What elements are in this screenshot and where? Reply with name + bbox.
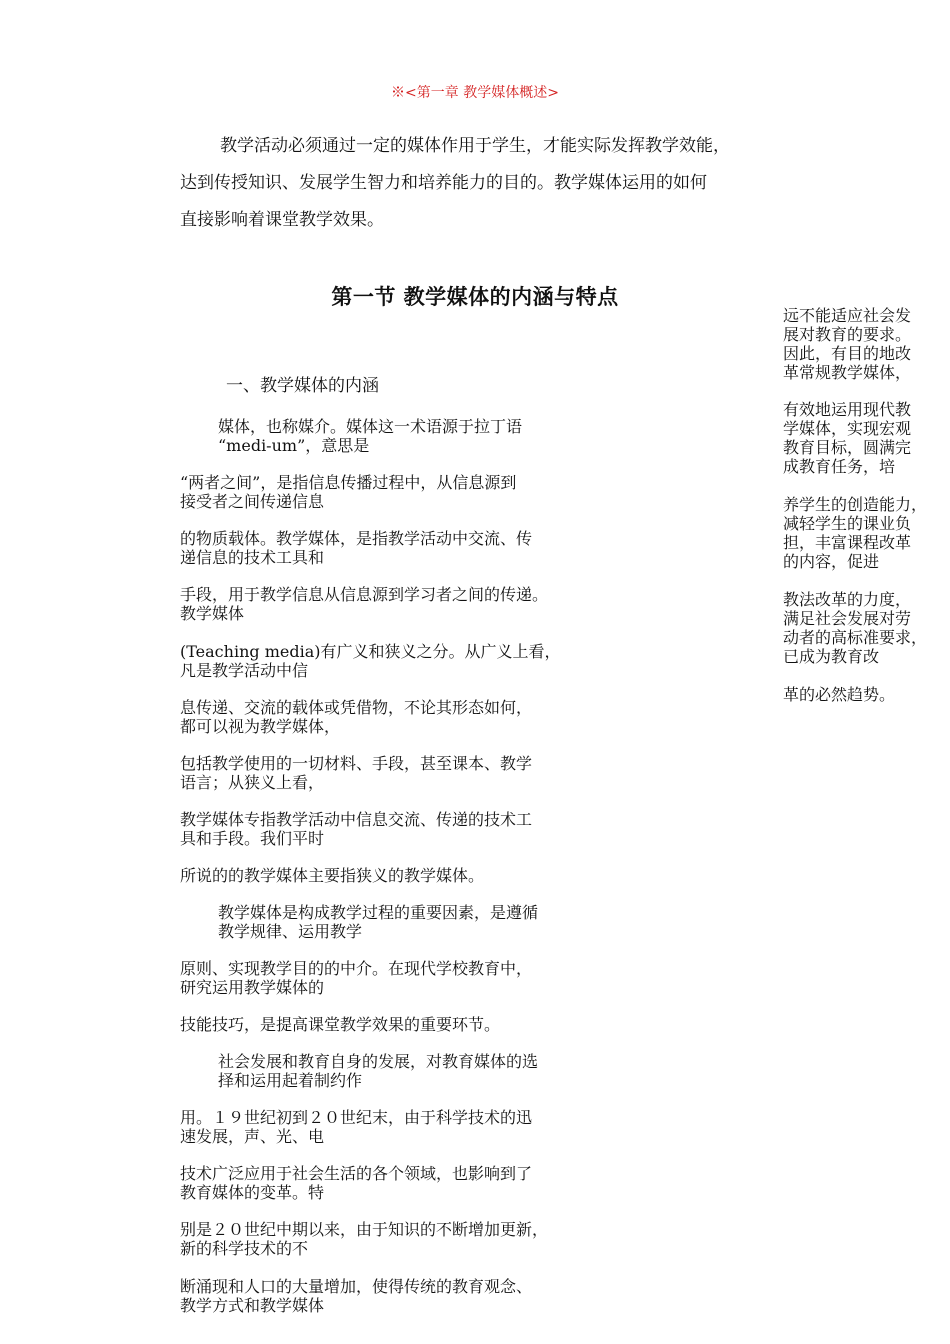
paragraph-line: 媒体，也称媒介。媒体这一术语源于拉丁语 [218, 417, 523, 436]
side-line: 满足社会发展对劳 [783, 609, 912, 628]
main-paragraph [180, 754, 620, 792]
side-paragraph [783, 400, 948, 476]
paragraph-line: 技能技巧，是提高课堂教学效果的重要环节。 [180, 1015, 501, 1034]
intro-paragraph [180, 128, 790, 239]
paragraph-line: 教学方式和教学媒体 [180, 1296, 325, 1315]
paragraph-line: 教学媒体专指教学活动中信息交流、传递的技术工 [180, 810, 533, 829]
side-line: 成教育任务，培 [783, 457, 896, 476]
side-line: 教育目标，圆满完 [783, 438, 912, 457]
side-line: 担，丰富课程改革 [783, 533, 912, 552]
paragraph-line: 的物质载体。教学媒体，是指教学活动中交流、传 [180, 529, 533, 548]
paragraph-line: 教学规律、运用教学 [218, 922, 363, 941]
side-line: 有效地运用现代教 [783, 400, 912, 419]
paragraph-line: 断涌现和人口的大量增加，使得传统的教育观念、 [180, 1277, 533, 1296]
paragraph-line: 原则、实现教学目的的中介。在现代学校教育中， [180, 959, 533, 978]
side-line: 因此，有目的地改 [783, 344, 912, 363]
main-paragraph [180, 698, 620, 736]
paragraph-line: 手段，用于教学信息从信息源到学习者之间的传递。 [180, 585, 549, 604]
side-paragraph [783, 306, 948, 382]
side-line: 的内容，促进 [783, 552, 880, 571]
chapter-header: ※<第一章 教学媒体概述> [391, 85, 559, 101]
section-title: 第一节 教学媒体的内涵与特点 [331, 285, 619, 309]
paragraph-line: 用。１９世纪初到２０世纪末，由于科学技术的迅 [180, 1108, 533, 1127]
side-paragraph [783, 495, 948, 571]
paragraph-line: 凡是教学活动中信 [180, 661, 309, 680]
side-line: 革的必然趋势。 [783, 685, 896, 704]
paragraph-line: 递信息的技术工具和 [180, 548, 325, 567]
side-line: 革常规教学媒体， [783, 363, 912, 382]
main-paragraph [180, 866, 620, 885]
main-paragraph [180, 959, 620, 997]
main-paragraph [180, 473, 620, 511]
side-line: 减轻学生的课业负 [783, 514, 912, 533]
paragraph-line: 包括教学使用的一切材料、手段，甚至课本、教学 [180, 754, 533, 773]
main-paragraph [180, 903, 620, 941]
intro-line: 达到传授知识、发展学生智力和培养能力的目的。教学媒体运用的如何 [180, 173, 707, 193]
paragraph-line: 教学媒体是构成教学过程的重要因素，是遵循 [218, 903, 539, 922]
main-paragraph [180, 1164, 620, 1202]
intro-line: 直接影响着课堂教学效果。 [180, 210, 384, 230]
paragraph-line: 息传递、交流的载体或凭借物，不论其形态如何， [180, 698, 533, 717]
main-paragraph [180, 1220, 620, 1258]
paragraph-line: 研究运用教学媒体的 [180, 978, 325, 997]
side-line: 展对教育的要求。 [783, 325, 912, 344]
side-line: 动者的高标准要求， [783, 628, 928, 647]
paragraph-line: “两者之间”，是指信息传播过程中，从信息源到 [180, 473, 517, 492]
side-line: 养学生的创造能力， [783, 495, 928, 514]
side-line: 教法改革的力度， [783, 590, 912, 609]
paragraph-line: 语言；从狭义上看， [180, 773, 325, 792]
main-paragraph [180, 1015, 620, 1034]
paragraph-line: 具和手段。我们平时 [180, 829, 325, 848]
paragraph-line: 教学媒体 [180, 604, 245, 623]
paragraph-line: 都可以视为教学媒体， [180, 717, 341, 736]
main-paragraph [180, 810, 620, 848]
paragraph-line: (Teaching media)有广义和狭义之分。从广义上看， [180, 642, 561, 661]
side-line: 远不能适应社会发 [783, 306, 912, 325]
main-paragraph [180, 1108, 620, 1146]
side-paragraph [783, 685, 948, 704]
paragraph-line: 新的科学技术的不 [180, 1239, 309, 1258]
main-paragraph [180, 1052, 620, 1090]
paragraph-line: 教育媒体的变革。特 [180, 1183, 325, 1202]
paragraph-line: 接受者之间传递信息 [180, 492, 325, 511]
main-paragraph [180, 529, 620, 567]
paragraph-line: 技术广泛应用于社会生活的各个领域，也影响到了 [180, 1164, 533, 1183]
main-paragraph [180, 417, 620, 455]
paragraph-line: 所说的的教学媒体主要指狭义的教学媒体。 [180, 866, 485, 885]
intro-line: 教学活动必须通过一定的媒体作用于学生，才能实际发挥教学效能， [220, 136, 730, 156]
paragraph-line: 择和运用起着制约作 [218, 1071, 363, 1090]
paragraph-line: “medi-um”，意思是 [218, 436, 370, 455]
paragraph-line: 速发展，声、光、电 [180, 1127, 325, 1146]
main-paragraph [180, 585, 620, 623]
main-paragraph [180, 1277, 620, 1315]
side-line: 已成为教育改 [783, 647, 880, 666]
side-paragraph [783, 590, 948, 666]
paragraph-line: 社会发展和教育自身的发展，对教育媒体的选 [218, 1052, 539, 1071]
main-paragraph [180, 642, 620, 680]
subsection-title: 一、教学媒体的内涵 [226, 376, 379, 396]
side-line: 学媒体，实现宏观 [783, 419, 912, 438]
paragraph-line: 别是２０世纪中期以来，由于知识的不断增加更新， [180, 1220, 549, 1239]
